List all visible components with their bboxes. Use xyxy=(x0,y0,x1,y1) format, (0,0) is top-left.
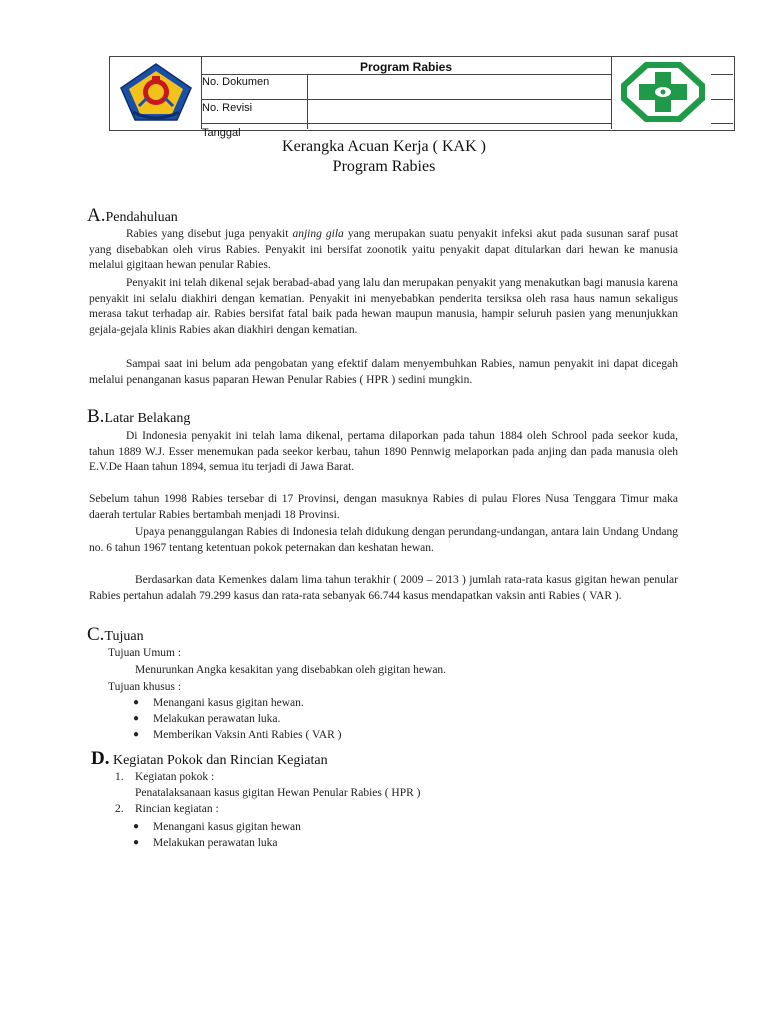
bullet-icon: ● xyxy=(133,729,140,740)
bullet-icon: ● xyxy=(133,697,140,708)
section-a-heading xyxy=(87,205,178,227)
specific-objective-item: Menangani kasus gigitan hewan. xyxy=(153,697,304,709)
list-number: 2. xyxy=(115,803,124,815)
main-activity-label: Kegiatan pokok : xyxy=(135,771,215,783)
revision-number-label: No. Revisi xyxy=(202,102,253,114)
puskesmas-logo xyxy=(619,60,707,124)
section-b-letter: B. xyxy=(87,406,105,427)
document-subtitle: Program Rabies xyxy=(332,158,436,175)
section-d-heading xyxy=(91,748,328,770)
bullet-icon: ● xyxy=(133,837,140,848)
section-b-title: Latar Belakang xyxy=(104,411,191,426)
bullet-icon: ● xyxy=(133,821,140,832)
section-c-heading xyxy=(87,624,144,646)
section-a-title: Pendahuluan xyxy=(105,210,178,225)
regional-emblem-logo xyxy=(119,62,193,124)
date-label: Tanggal xyxy=(202,127,241,139)
bullet-icon: ● xyxy=(133,713,140,724)
section-c-letter: C. xyxy=(87,624,105,645)
section-b-paragraph-1: Di Indonesia penyakit ini telah lama dikenal, pertama dilaporkan pada tahun 1884 oleh Schrool pada seekor kuda, tahun 1889 W.J. Esser menemukan pada seekor kerbau, tahun 1890 Pennwig melaporkan pada anjing dan pada manusia oleh E.V.De Haan tahun 1894, semua itu terjadi di Jawa Barat. xyxy=(89,430,678,473)
list-number: 1. xyxy=(115,771,124,783)
doc-number-label: No. Dokumen xyxy=(202,76,270,88)
section-d-title: Kegiatan Pokok dan Rincian Kegiatan xyxy=(112,753,328,768)
section-d-letter: D. xyxy=(91,748,110,769)
section-a-letter: A. xyxy=(87,205,106,226)
general-objective-text: Menurunkan Angka kesakitan yang disebabkan oleh gigitan hewan. xyxy=(135,664,447,676)
specific-objective-label: Tujuan khusus : xyxy=(108,681,182,693)
section-b-paragraph-2: Sebelum tahun 1998 Rabies tersebar di 17 Provinsi, dengan masuknya Rabies di pulau Flores Nusa Tenggara Timur maka daerah tertular Rabies bertambah menjadi 18 Provinsi. xyxy=(89,493,678,521)
section-b-paragraph-3: Upaya penanggulangan Rabies di Indonesia telah didukung dengan perundang-undangan, antara lain Undang Undang no. 6 tahun 1967 tentang ketentuan pokok peternakan dan keshatan hewan. xyxy=(89,526,678,554)
main-activity-text: Penatalaksanaan kasus gigitan Hewan Penular Rabies ( HPR ) xyxy=(135,787,421,799)
activity-details-label: Rincian kegiatan : xyxy=(135,803,219,815)
activity-detail-item: Melakukan perawatan luka xyxy=(153,837,278,849)
specific-objective-item: Melakukan perawatan luka. xyxy=(153,713,281,725)
general-objective-label: Tujuan Umum : xyxy=(108,647,182,659)
specific-objective-item: Memberikan Vaksin Anti Rabies ( VAR ) xyxy=(153,729,342,741)
section-a-paragraph-3: Sampai saat ini belum ada pengobatan yang efektif dalam menyembuhkan Rabies, namun penyakit ini dapat dicegah melalui penanganan kasus paparan Hewan Penular Rabies ( HPR ) sedini mungkin. xyxy=(89,358,678,386)
section-a-paragraph-1: Rabies yang disebut juga penyakit anjing gila yang merupakan suatu penyakit infeksi akut pada susunan saraf pusat yang disebabkan oleh virus Rabies. Penyakit ini bersifat zoonotik yaitu penyakit dapat ditularkan dari hewan ke manusia melalui gigitaan hewan penular Rabies. xyxy=(89,228,679,271)
section-b-heading xyxy=(87,406,190,428)
italic-term: anjing gila xyxy=(292,228,344,240)
section-c-title: Tujuan xyxy=(104,629,144,644)
activity-detail-item: Menangani kasus gigitan hewan xyxy=(153,821,301,833)
section-b-paragraph-4: Berdasarkan data Kemenkes dalam lima tahun terakhir ( 2009 – 2013 ) jumlah rata-rata kasus gigitan hewan penular Rabies pertahun adalah 79.299 kasus dan rata-rata sebanyak 66.744 kasus mendapatkan vaksin anti Rabies ( VAR ). xyxy=(89,574,678,602)
document-header-table xyxy=(109,56,734,139)
document-title: Kerangka Acuan Kerja ( KAK ) xyxy=(282,138,486,155)
section-a-paragraph-2: Penyakit ini telah dikenal sejak berabad-abad yang lalu dan merupakan penyakit yang menakutkan bagi manusia karena penyakit ini selalu diakhiri dengan kematian. Penyakit ini menyebabkan penderita tersiksa oleh rasa haus namun sekaligus merasa takut terhadap air. Rabies bersifat fatal baik pada hewan maupun manusia, hampir seluruh pasien yang menunjukkan gejala-gejala klinis Rabies akan diakhiri dengan kematian. xyxy=(89,277,678,336)
program-title: Program Rabies xyxy=(359,60,453,74)
